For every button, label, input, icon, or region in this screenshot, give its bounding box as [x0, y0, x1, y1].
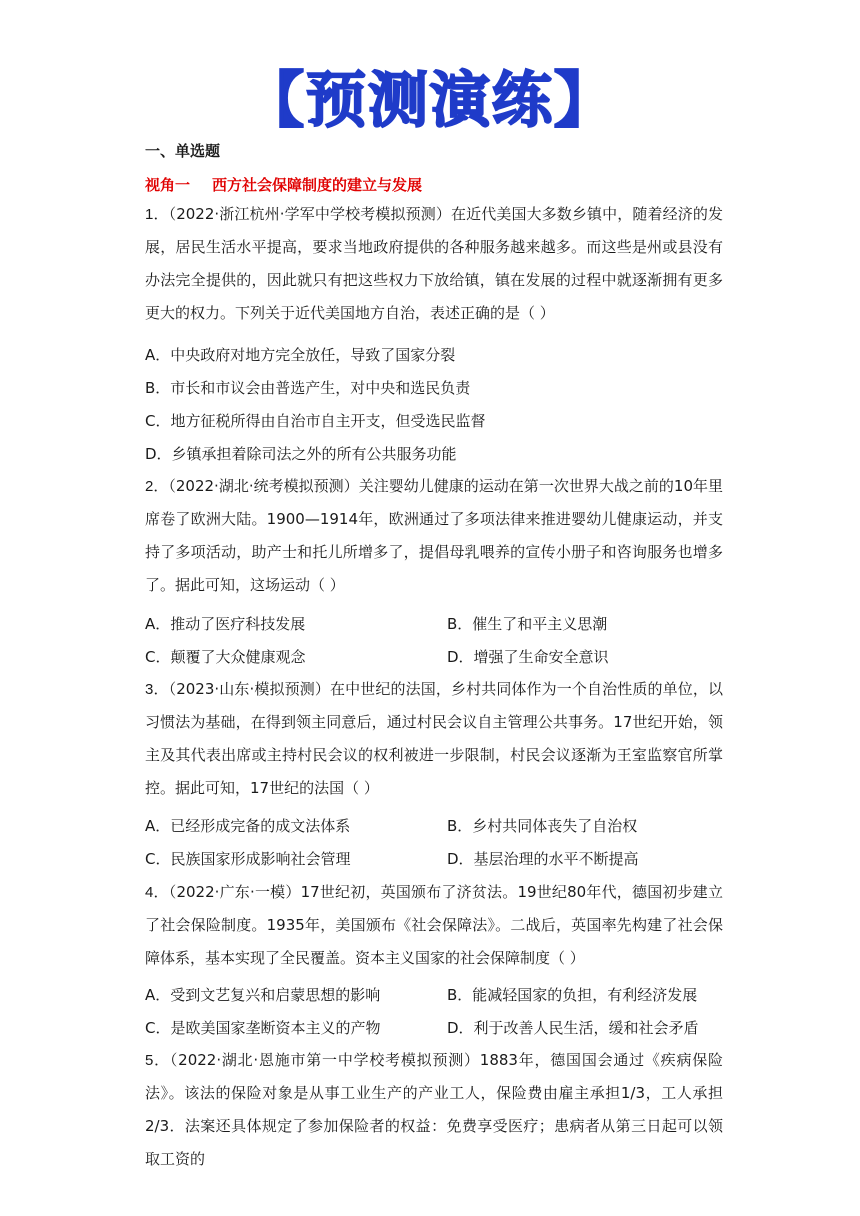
question-stem: 17世纪初，英国颁布了济贫法。19世纪80年代，德国初步建立了社会保险制度。1935年，美国颁布《社会保障法》。二战后，英国率先构建了社会保障体系，基本实现了全民覆盖。资本主义国家的社会保障制度（ ） — [145, 883, 724, 967]
option-b: B．乡村共同体丧失了自治权 — [447, 817, 638, 835]
option-a: A．中央政府对地方完全放任，导致了国家分裂 — [145, 346, 456, 364]
perspective-label: 视角一 — [145, 176, 191, 194]
option-d: D．增强了生命安全意识 — [447, 648, 609, 666]
option-c: C．颠覆了大众健康观念 — [145, 648, 306, 666]
question-3 — [145, 673, 723, 805]
question-number: 1． — [145, 206, 169, 223]
option-b: B．能减轻国家的负担，有利经济发展 — [447, 986, 698, 1004]
option-c: C．是欧美国家垄断资本主义的产物 — [145, 1019, 381, 1037]
perspective-title: 西方社会保障制度的建立与发展 — [212, 176, 423, 194]
option-c: C．民族国家形成影响社会管理 — [145, 850, 351, 868]
title-banner — [0, 62, 860, 140]
option-c: C．地方征税所得由自治市自主开支，但受选民监督 — [145, 412, 486, 430]
question-4 — [145, 876, 723, 975]
question-stem: 在中世纪的法国，乡村共同体作为一个自治性质的单位，以习惯法为基础，在得到领主同意后，通过村民会议自主管理公共事务。17世纪开始，领主及其代表出席或主持村民会议的权利被进一步限制，村民会议逐渐为王室监察官所掌控。据此可知，17世纪的法国（ ） — [145, 680, 723, 797]
question-stem: 关注婴幼儿健康的运动在第一次世界大战之前的10年里席卷了欧洲大陆。1900—1914年，欧洲通过了多项法律来推进婴幼儿健康运动，并支持了多项活动，助产士和托儿所增多了，提倡母乳喂养的宣传小册子和咨询服务也增多了。据此可知，这场运动（ ） — [145, 477, 724, 594]
question-source: （2023·山东·模拟预测） — [168, 680, 330, 698]
question-source: （2022·浙江杭州·学军中学校考模拟预测） — [168, 205, 451, 223]
option-a: A．受到文艺复兴和启蒙思想的影响 — [145, 986, 381, 1004]
question-number: 5． — [145, 1052, 170, 1069]
option-a: A．推动了医疗科技发展 — [145, 615, 306, 633]
option-b: B．催生了和平主义思潮 — [447, 615, 608, 633]
question-stem: 在近代美国大多数乡镇中，随着经济的发展，居民生活水平提高，要求当地政府提供的各种服务越来越多。而这些是州或县没有办法完全提供的，因此就只有把这些权力下放给镇，镇在发展的过程中就逐渐拥有更多更大的权力。下列关于近代美国地方自治，表述正确的是（ ） — [145, 205, 724, 322]
question-number: 2． — [145, 478, 169, 495]
option-a: A．已经形成完备的成文法体系 — [145, 817, 351, 835]
question-2 — [145, 470, 723, 602]
question-source: （2022·湖北·统考模拟预测） — [168, 477, 359, 495]
question-stem: 1883年，德国国会通过《疾病保险法》。该法的保险对象是从事工业生产的产业工人，保险费由雇主承担1/3，工人承担2/3．法案还具体规定了参加保险者的权益：免费享受医疗；患病者从第三日起可以领取工资的 — [145, 1051, 723, 1168]
option-d: D．利于改善人民生活，缓和社会矛盾 — [447, 1019, 699, 1037]
question-number: 4． — [145, 884, 169, 901]
question-1 — [145, 198, 723, 330]
question-source: （2022·湖北·恩施市第一中学校考模拟预测） — [169, 1051, 480, 1069]
section-heading: 一、单选题 — [145, 142, 221, 160]
option-b: B．市长和市议会由普选产生，对中央和选民负责 — [145, 379, 471, 397]
question-number: 3． — [145, 681, 169, 698]
question-5 — [145, 1044, 723, 1176]
option-d: D．乡镇承担着除司法之外的所有公共服务功能 — [145, 445, 457, 463]
banner-text: 【预测演练】 — [244, 66, 616, 136]
option-d: D．基层治理的水平不断提高 — [447, 850, 639, 868]
perspective-heading — [145, 174, 422, 195]
question-source: （2022·广东·一模） — [168, 883, 301, 901]
